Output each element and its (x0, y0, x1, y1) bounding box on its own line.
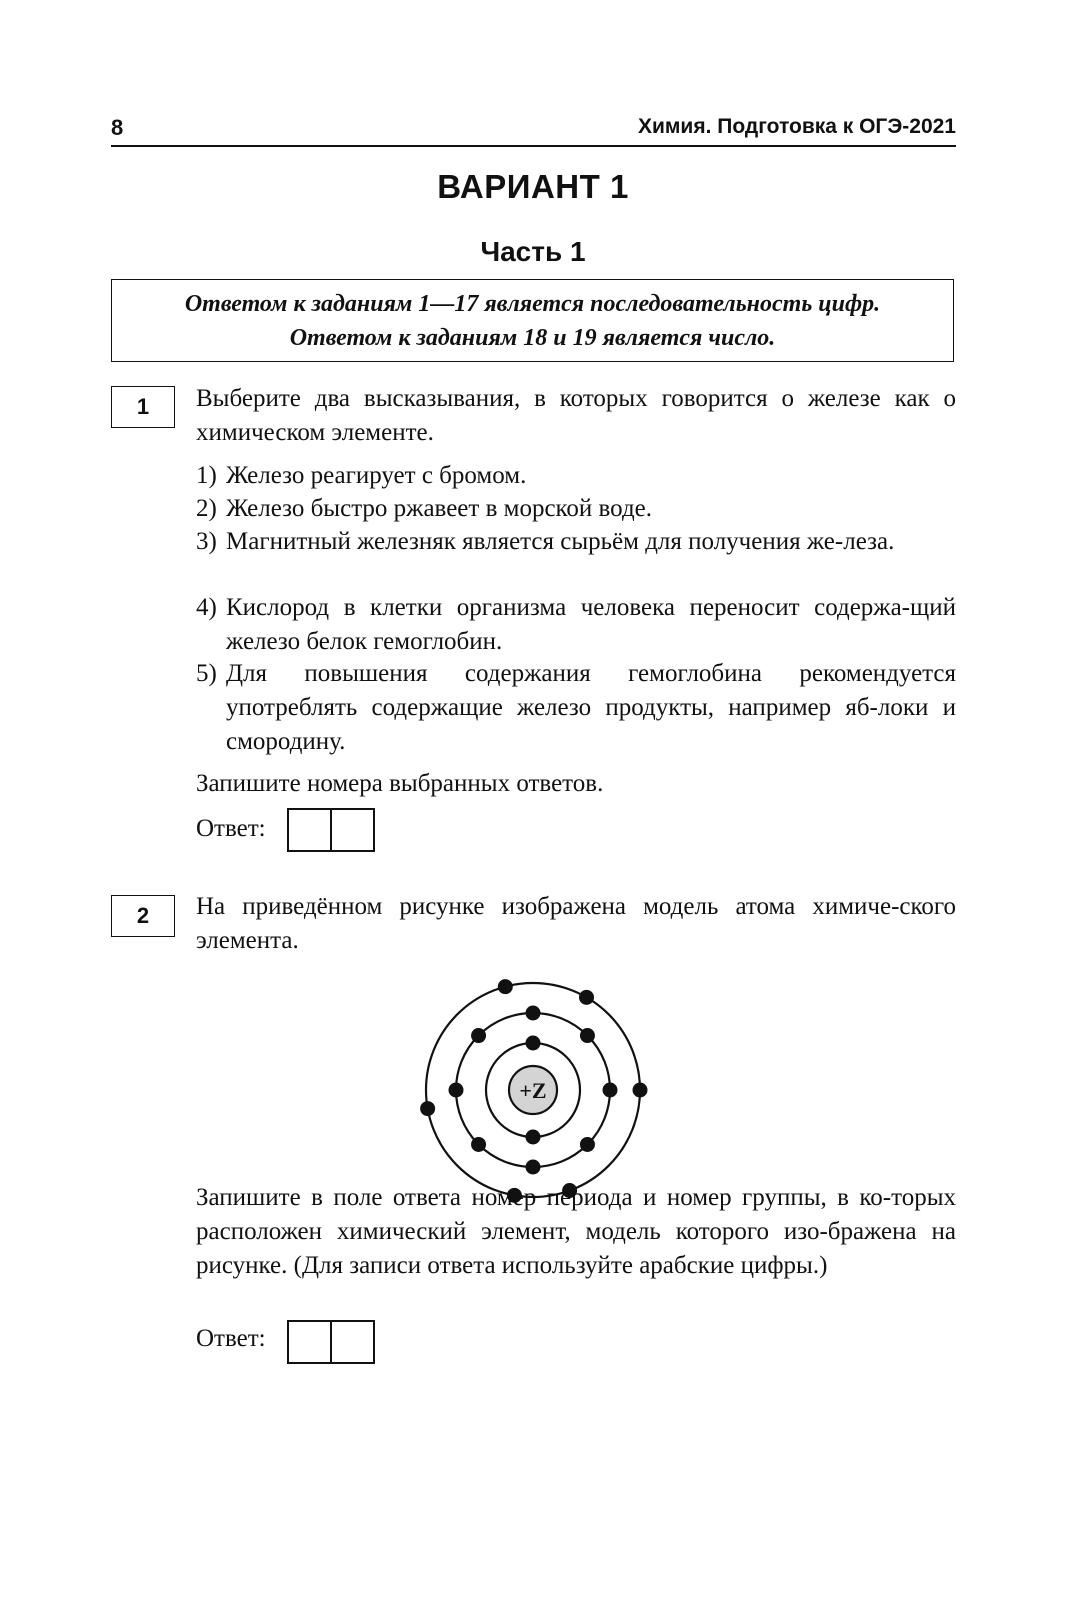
task1-option (196, 525, 956, 559)
option-number: 1) (196, 462, 217, 489)
task-number-2: 2 (111, 895, 175, 937)
electron (449, 1083, 464, 1098)
task1-option (196, 657, 956, 759)
option-text: Магнитный железняк является сырьём для получения же-леза. (226, 528, 895, 555)
electron (633, 1083, 648, 1098)
task1-option (196, 591, 956, 659)
header-divider (111, 145, 956, 147)
answer-cell-1[interactable] (289, 810, 330, 850)
task1-answer-label: Ответ: (196, 815, 266, 842)
instructions-line-2: Ответом к заданиям 18 и 19 является число. (289, 325, 776, 351)
electron (580, 1028, 595, 1043)
task2-question: На приведённом рисунке изображена модель атома химиче-ского элемента. (196, 893, 956, 954)
task2-answer-field[interactable] (287, 1320, 375, 1364)
electron (420, 1101, 435, 1116)
book-title: Химия. Подготовка к ОГЭ-2021 (637, 115, 956, 138)
task1-instruction: Запишите номера выбранных ответов. (196, 770, 604, 797)
task1-answer-field[interactable] (287, 808, 375, 852)
electron (471, 1028, 486, 1043)
task2-answer-label: Ответ: (196, 1325, 266, 1352)
electron (526, 1036, 541, 1051)
option-number: 3) (196, 528, 217, 555)
option-text: Кислород в клетки организма человека переносит содержа-щий железо белок гемоглобин. (226, 594, 956, 655)
task1-option (196, 459, 956, 493)
electron (498, 979, 513, 994)
electron (526, 1160, 541, 1175)
instructions-box (111, 279, 954, 362)
option-text: Железо реагирует с бромом. (226, 462, 527, 489)
task1-question: Выберите два высказывания, в которых говорится о железе как о химическом элементе. (196, 385, 956, 446)
answer-cell-1[interactable] (289, 1322, 330, 1362)
option-number: 5) (196, 660, 217, 687)
option-text: Для повышения содержания гемоглобина рекомендуется употреблять содержащие железо продукты, например яб-локи и смородину. (226, 660, 956, 755)
variant-title: ВАРИАНТ 1 (437, 168, 629, 205)
instructions-line-1: Ответом к заданиям 1—17 является последовательность цифр. (184, 291, 881, 317)
electron (579, 990, 594, 1005)
electron (526, 1130, 541, 1145)
task-number-1: 1 (111, 386, 175, 428)
nucleus-label: +Z (519, 1078, 547, 1103)
task2-instruction: Запишите в поле ответа номер периода и номер группы, в ко-торых расположен химический элемент, модель которого изо-бражена на рисунке. (Для записи ответа используйте арабские цифры.) (196, 1184, 956, 1279)
electron (526, 1006, 541, 1021)
electron (471, 1137, 486, 1152)
part-title: Часть 1 (480, 236, 586, 267)
option-number: 4) (196, 594, 217, 621)
atom-model-diagram (418, 975, 648, 1205)
task1-option (196, 492, 956, 526)
option-number: 2) (196, 495, 217, 522)
electron (580, 1137, 595, 1152)
page-number: 8 (111, 115, 124, 140)
answer-cell-2[interactable] (330, 1322, 373, 1362)
option-text: Железо быстро ржавеет в морской воде. (226, 495, 653, 522)
electron (603, 1083, 618, 1098)
answer-cell-2[interactable] (330, 810, 373, 850)
